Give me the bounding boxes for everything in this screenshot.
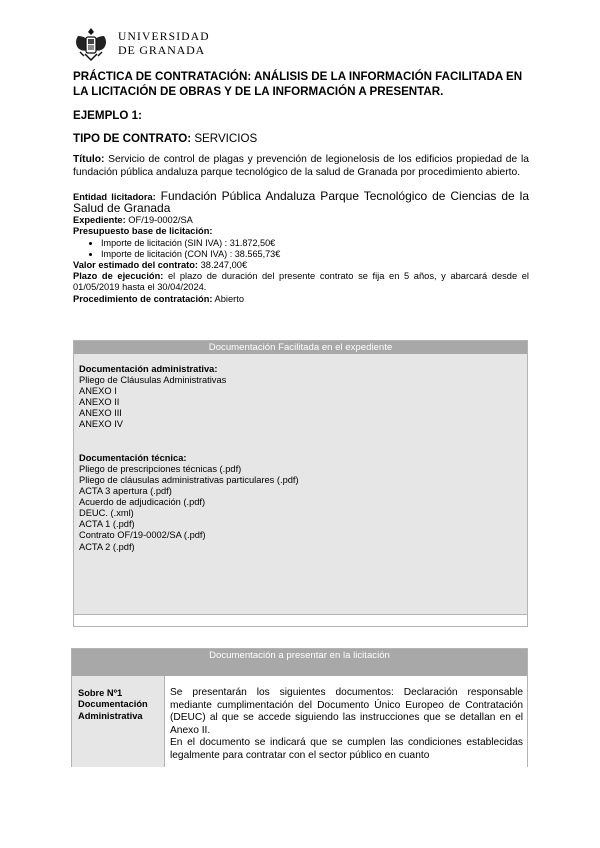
sobre-paragraph-2: En el documento se indicará que se cumplen las condiciones establecidas legalmente para contratar con el sector público en cuanto <box>170 737 523 761</box>
valor-estimado <box>73 260 529 271</box>
box1-bottom-row <box>74 614 527 626</box>
sobre-label: Sobre Nº1 Documentación Administrativa <box>72 676 165 767</box>
box1-header: Documentación Facilitada en el expediente <box>74 341 527 354</box>
university-logo <box>72 26 210 62</box>
procedimiento <box>73 294 529 305</box>
list-item: • Importe de licitación (CON IVA) : 38.565,73€ <box>101 249 529 260</box>
documentation-required-box <box>71 648 528 767</box>
entidad <box>73 191 529 215</box>
list-item: Pliego de cláusulas administrativas particulares (.pdf) <box>79 474 299 485</box>
title-label: Título: <box>73 154 105 165</box>
list-item: ACTA 2 (.pdf) <box>79 541 135 552</box>
list-item: DEUC. (.xml) <box>79 508 134 519</box>
expediente <box>73 215 529 226</box>
contract-type <box>73 132 529 145</box>
logo-line2: DE GRANADA <box>118 43 205 57</box>
list-item: ANEXO IV <box>79 419 123 430</box>
documentation-provided-box <box>73 340 528 627</box>
page-title: PRÁCTICA DE CONTRATACIÓN: ANÁLISIS DE LA INFORMACIÓN FACILITADA EN LA LICITACIÓN DE OBRAS Y DE LA INFORMACIÓN A PRESENTAR. <box>73 70 523 98</box>
list-item: Pliego de Cláusulas Administrativas <box>79 375 227 386</box>
plazo-label: Plazo de ejecución: <box>73 271 164 282</box>
example-heading: EJEMPLO 1: <box>73 109 142 122</box>
procedimiento-label: Procedimiento de contratación: <box>73 293 213 304</box>
valor-label: Valor estimado del contrato: <box>73 260 199 271</box>
box2-header: Documentación a presentar en la licitación <box>72 649 527 676</box>
title-value: Servicio de control de plagas y prevención de legionelosis de los edificios propiedad de la fundación pública andaluza parque tecnológico de la salud de Granada por procedimiento abierto. <box>73 154 529 178</box>
valor-value: 38.247,00€ <box>198 260 248 271</box>
tech-doc-label: Documentación técnica: <box>79 452 187 463</box>
presupuesto-list <box>73 238 529 260</box>
university-crest-icon <box>72 26 110 62</box>
entidad-label: Entidad licitadora: <box>73 192 156 202</box>
plazo-value: el plazo de duración del presente contrato se fija en 5 años, y abarcará desde el 01/05/2019 hasta el 30/04/2024. <box>73 271 529 293</box>
logo-line1: UNIVERSIDAD <box>118 31 210 43</box>
sobre-paragraph-1: Se presentarán los siguientes documentos: Declaración responsable mediante cumplimentación del Documento Único Europeo de Contratación (DEUC) al que se accede siguiendo las instrucciones que se detallan en el Anexo II. <box>170 687 523 736</box>
list-item: ANEXO III <box>79 408 122 419</box>
expediente-value: OF/19-0002/SA <box>125 215 193 226</box>
procedimiento-value: Abierto <box>212 293 245 304</box>
contract-type-label: TIPO DE CONTRATO: <box>73 132 192 145</box>
list-item: Contrato OF/19-0002/SA (.pdf) <box>79 530 206 541</box>
contract-type-value: SERVICIOS <box>191 132 258 145</box>
list-item: ANEXO I <box>79 386 117 397</box>
list-item: • Importe de licitación (SIN IVA) : 31.872,50€ <box>101 238 529 249</box>
admin-doc-label: Documentación administrativa: <box>79 364 218 374</box>
expediente-label: Expediente: <box>73 215 126 226</box>
list-item: Pliego de prescripciones técnicas (.pdf) <box>79 463 242 474</box>
list-item: Acuerdo de adjudicación (.pdf) <box>79 497 206 508</box>
presupuesto-label: Presupuesto base de licitación: <box>73 226 213 237</box>
plazo <box>73 271 529 293</box>
entidad-value: Fundación Pública Andaluza Parque Tecnológico de Ciencias de la Salud de Granada <box>73 189 529 216</box>
presupuesto <box>73 226 529 237</box>
title-paragraph <box>73 154 529 179</box>
list-item: ACTA 1 (.pdf) <box>79 519 135 530</box>
list-item: ANEXO II <box>79 397 120 408</box>
list-item: ACTA 3 apertura (.pdf) <box>79 486 172 497</box>
